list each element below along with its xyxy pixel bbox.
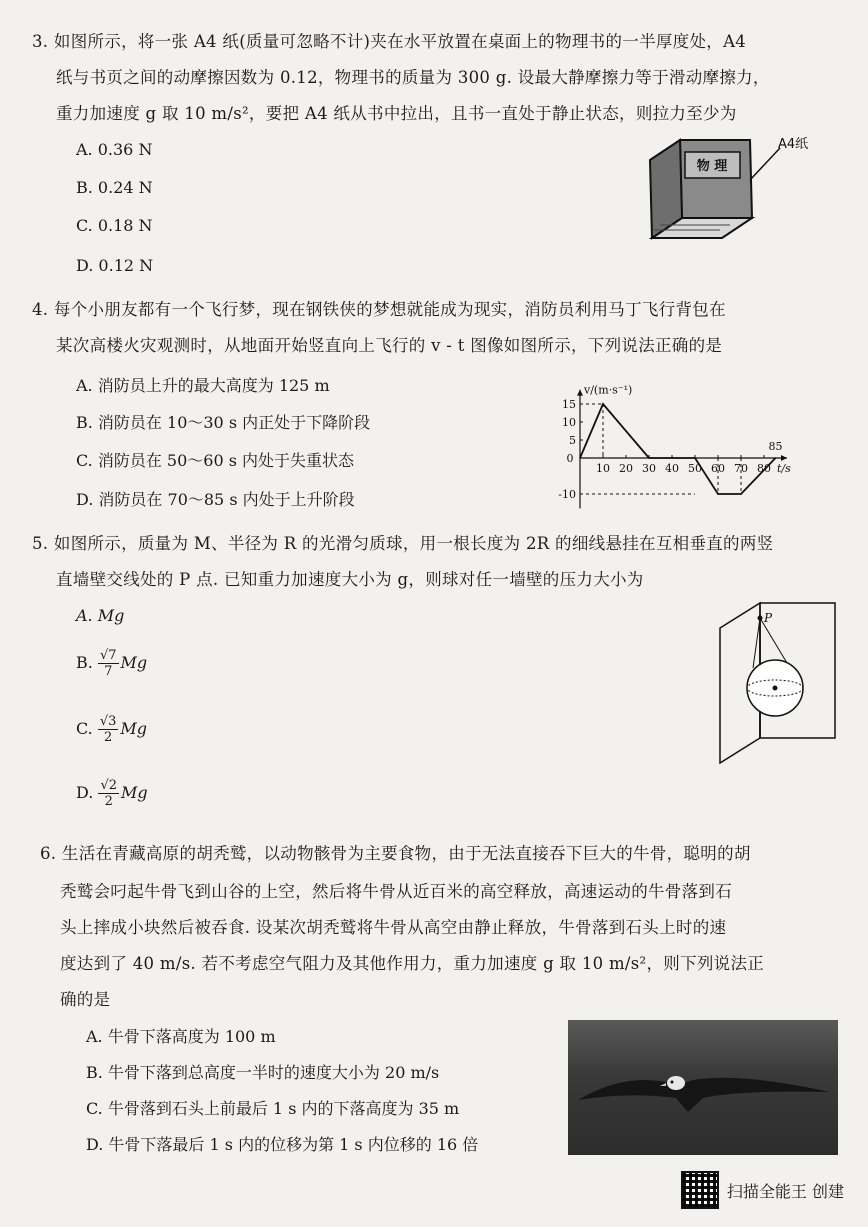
vt-chart: [540, 368, 820, 518]
vt-data-point: [602, 403, 604, 405]
q5-option-c: [76, 714, 147, 745]
q5-option-c-num: √3: [99, 714, 117, 729]
book-figure: [640, 130, 840, 245]
q4-option-d: D. 消防员在 70～85 s 内处于上升阶段: [76, 490, 355, 509]
q5-option-d-num: √2: [100, 778, 117, 793]
y-tick-label: 10: [562, 416, 576, 429]
vulture-photo: [568, 1020, 838, 1155]
q5-option-c-prefix: C.: [76, 719, 93, 738]
q5-option-b: [76, 648, 147, 679]
q5-option-d-den: 2: [104, 794, 113, 809]
q5-option-b-suffix: Mg: [120, 653, 148, 672]
q6-line-1: 6. 生活在青藏高原的胡秃鹫，以动物骸骨为主要食物，由于无法直接吞下巨大的牛骨，聪明的胡: [40, 844, 751, 863]
q5-option-b-fraction: [98, 648, 119, 679]
y-tick-label: 5: [569, 434, 576, 447]
q5-option-c-suffix: Mg: [120, 719, 148, 738]
book-title-label: 物 理: [696, 159, 728, 174]
vt-data-point: [740, 493, 742, 495]
q5-option-a: A. Mg: [76, 606, 125, 625]
q3-line-2: 纸与书页之间的动摩擦因数为 0.12，物理书的质量为 300 g. 设最大静摩擦力等于滑动摩擦力，: [56, 68, 770, 87]
q5-option-d-suffix: Mg: [121, 783, 148, 802]
q5-option-b-num: √7: [99, 648, 117, 663]
q6-line-3: 头上摔成小块然后被吞食. 设某次胡秃鹫将牛骨从高空由静止释放，牛骨落到石头上时的速: [60, 918, 727, 937]
x-axis-arrow: [781, 455, 787, 461]
x-tick-label: 80: [757, 462, 771, 475]
x-tick-label: 0: [566, 452, 574, 465]
q6-line-4: 度达到了 40 m/s. 若不考虑空气阻力及其他作用力，重力加速度 g 取 10 m/s²，则下列说法正: [60, 954, 765, 973]
y-axis-arrow: [577, 390, 583, 396]
vulture-illustration: [568, 1020, 838, 1155]
q4-option-c: C. 消防员在 50～60 s 内处于失重状态: [76, 451, 355, 470]
q4-line-2: 某次高楼火灾观测时，从地面开始竖直向上飞行的 v - t 图像如图所示，下列说法正确的是: [56, 336, 723, 355]
q5-option-d-prefix: D.: [76, 783, 94, 802]
qr-code-icon: [681, 1171, 719, 1209]
point-p-label: P: [764, 611, 773, 625]
q6-option-c: C. 牛骨落到石头上前最后 1 s 内的下落高度为 35 m: [86, 1099, 460, 1118]
x-tick-label: 30: [642, 462, 656, 475]
a4-paper-label: A4纸: [778, 137, 809, 152]
q4-option-b: B. 消防员在 10～30 s 内正处于下降阶段: [76, 413, 371, 432]
vt-data-point: [579, 457, 581, 459]
q3-line-1: 3. 如图所示，将一张 A4 纸(质量可忽略不计)夹在水平放置在桌面上的物理书的一半厚度处，A4: [32, 32, 747, 51]
vt-data-point: [694, 457, 696, 459]
scanner-footer: [681, 1171, 844, 1209]
x-tick-label: 70: [734, 462, 748, 475]
y-tick-label: 15: [562, 398, 576, 411]
wall-sphere-figure: [715, 598, 845, 788]
q6-option-b: B. 牛骨下落到总高度一半时的速度大小为 20 m/s: [86, 1063, 440, 1082]
y-axis-label: v/(m·s⁻¹): [584, 383, 633, 397]
vt-series-line: [580, 404, 776, 494]
footer-text: 扫描全能王 创建: [726, 1181, 844, 1201]
q6-option-d: D. 牛骨下落最后 1 s 内的位移为第 1 s 内位移的 16 倍: [86, 1135, 479, 1154]
q3-line-3: 重力加速度 g 取 10 m/s²，要把 A4 纸从书中拉出，且书一直处于静止状态，则拉力至少为: [56, 104, 737, 123]
annotation-85: 85: [768, 440, 783, 453]
q5-option-d: [76, 778, 148, 809]
x-axis-label: t/s: [777, 462, 791, 475]
q6-line-2: 秃鹫会叼起牛骨飞到山谷的上空，然后将牛骨从近百米的高空释放，高速运动的牛骨落到石: [60, 882, 732, 901]
vt-data-point: [717, 493, 719, 495]
q5-line-1: 5. 如图所示，质量为 M、半径为 R 的光滑匀质球，用一根长度为 2R 的细线悬挂在互相垂直的两竖: [32, 534, 774, 553]
vt-data-point: [775, 457, 777, 459]
q5-option-b-den: 7: [104, 664, 113, 679]
q5-option-d-fraction: [98, 778, 119, 809]
x-tick-label: 60: [711, 462, 725, 475]
x-tick-label: 20: [619, 462, 633, 475]
q5-option-b-prefix: B.: [76, 653, 93, 672]
vt-data-point: [648, 457, 650, 459]
x-tick-label: 50: [688, 462, 702, 475]
q3-option-b: B. 0.24 N: [76, 178, 153, 197]
q3-option-a: A. 0.36 N: [76, 140, 153, 159]
q5-line-2: 直墙壁交线处的 P 点. 已知重力加速度大小为 g，则球对任一墙壁的压力大小为: [56, 570, 644, 589]
q6-option-a: A. 牛骨下落高度为 100 m: [86, 1027, 276, 1046]
q4-line-1: 4. 每个小朋友都有一个飞行梦，现在钢铁侠的梦想就能成为现实，消防员利用马丁飞行背包在: [32, 300, 726, 319]
q4-option-a: A. 消防员上升的最大高度为 125 m: [76, 376, 330, 395]
q5-option-c-fraction: [98, 714, 119, 745]
q3-option-d: D. 0.12 N: [76, 256, 154, 275]
q5-option-c-den: 2: [104, 730, 113, 745]
x-tick-label: 40: [665, 462, 679, 475]
q6-line-5: 确的是: [60, 990, 111, 1009]
y-tick-label: -10: [558, 488, 576, 501]
x-tick-label: 10: [596, 462, 610, 475]
q3-option-c: C. 0.18 N: [76, 216, 153, 235]
